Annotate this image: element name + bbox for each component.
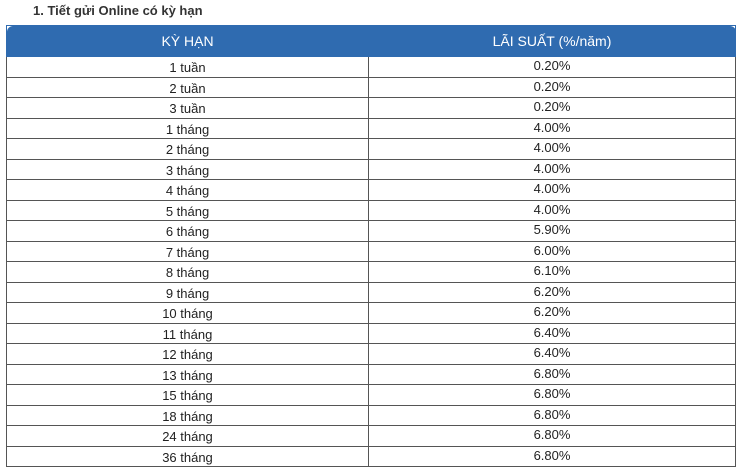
term-cell: 4 tháng xyxy=(7,180,369,201)
term-cell: 13 tháng xyxy=(7,364,369,385)
rate-cell: 5.90% xyxy=(369,221,736,242)
rate-cell: 6.10% xyxy=(369,262,736,283)
table-row xyxy=(7,426,736,447)
table-row xyxy=(7,446,736,467)
rate-cell: 6.00% xyxy=(369,241,736,262)
term-cell: 2 tháng xyxy=(7,139,369,160)
table-row xyxy=(7,139,736,160)
term-cell: 15 tháng xyxy=(7,385,369,406)
table-row xyxy=(7,98,736,119)
term-cell: 12 tháng xyxy=(7,344,369,365)
rate-cell: 6.80% xyxy=(369,426,736,447)
term-cell: 7 tháng xyxy=(7,241,369,262)
table-row xyxy=(7,221,736,242)
term-cell: 2 tuần xyxy=(7,77,369,98)
rate-cell: 4.00% xyxy=(369,139,736,160)
column-header-rate: LÃI SUẤT (%/năm) xyxy=(369,26,736,57)
table-row xyxy=(7,282,736,303)
term-cell: 3 tuần xyxy=(7,98,369,119)
rate-cell: 4.00% xyxy=(369,200,736,221)
rate-cell: 6.40% xyxy=(369,344,736,365)
table-row xyxy=(7,180,736,201)
table-row xyxy=(7,200,736,221)
term-cell: 1 tuần xyxy=(7,57,369,78)
rate-cell: 6.80% xyxy=(369,446,736,467)
table-row xyxy=(7,385,736,406)
column-header-term: KỲ HẠN xyxy=(7,26,369,57)
rate-cell: 4.00% xyxy=(369,159,736,180)
rate-cell: 0.20% xyxy=(369,98,736,119)
term-cell: 6 tháng xyxy=(7,221,369,242)
table-body xyxy=(7,57,736,467)
rate-cell: 6.80% xyxy=(369,364,736,385)
rate-cell: 4.00% xyxy=(369,180,736,201)
term-cell: 24 tháng xyxy=(7,426,369,447)
table-row xyxy=(7,57,736,78)
table-row xyxy=(7,159,736,180)
term-cell: 8 tháng xyxy=(7,262,369,283)
rate-cell: 4.00% xyxy=(369,118,736,139)
table-row xyxy=(7,303,736,324)
table-row xyxy=(7,344,736,365)
table-row xyxy=(7,77,736,98)
table-row xyxy=(7,323,736,344)
term-cell: 1 tháng xyxy=(7,118,369,139)
term-cell: 9 tháng xyxy=(7,282,369,303)
rate-cell: 6.80% xyxy=(369,405,736,426)
table-row xyxy=(7,118,736,139)
rate-cell: 6.80% xyxy=(369,385,736,406)
table-row xyxy=(7,405,736,426)
term-cell: 11 tháng xyxy=(7,323,369,344)
table-row xyxy=(7,241,736,262)
rate-cell: 6.40% xyxy=(369,323,736,344)
term-cell: 5 tháng xyxy=(7,200,369,221)
rate-cell: 6.20% xyxy=(369,282,736,303)
term-cell: 3 tháng xyxy=(7,159,369,180)
term-cell: 10 tháng xyxy=(7,303,369,324)
section-title: 1. Tiết gửi Online có kỳ hạn xyxy=(33,3,203,18)
rate-cell: 0.20% xyxy=(369,77,736,98)
rate-cell: 0.20% xyxy=(369,57,736,78)
table-header xyxy=(7,26,736,57)
interest-rate-table xyxy=(6,25,736,467)
term-cell: 36 tháng xyxy=(7,446,369,467)
table-row xyxy=(7,262,736,283)
rate-cell: 6.20% xyxy=(369,303,736,324)
table-row xyxy=(7,364,736,385)
term-cell: 18 tháng xyxy=(7,405,369,426)
